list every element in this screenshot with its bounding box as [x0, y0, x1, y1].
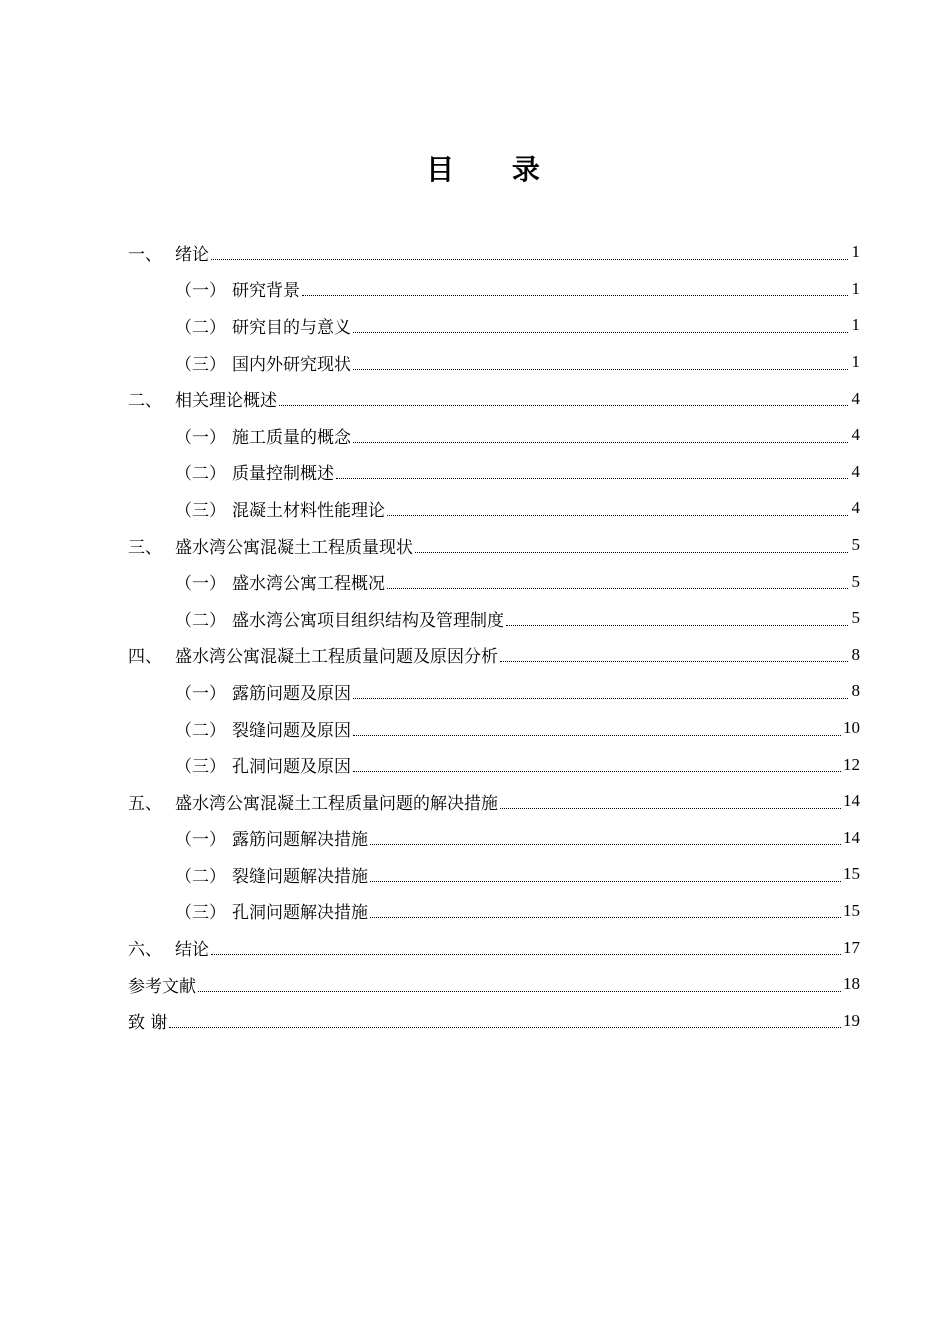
toc-entry-label: 国内外研究现状: [232, 354, 351, 375]
toc-entry-label: 参考文献: [128, 976, 196, 997]
dot-leader: [353, 332, 848, 333]
toc-entry-number: （一）: [175, 281, 226, 302]
toc-entry-page-number: 14: [843, 791, 860, 811]
toc-entry-label: 盛水湾公寓工程概况: [232, 574, 385, 595]
toc-entry[interactable]: [128, 600, 860, 637]
toc-entry-label: 相关理论概述: [175, 391, 277, 412]
toc-entry-page-number: 19: [843, 1010, 860, 1030]
toc-entry-page-number: 1: [851, 352, 860, 372]
toc-entry[interactable]: [128, 673, 860, 710]
toc-entry[interactable]: [128, 820, 860, 857]
toc-entry[interactable]: [128, 746, 860, 783]
toc-entry-page-number: 1: [851, 242, 860, 262]
toc-entry-label: 研究背景: [232, 281, 300, 302]
dot-leader: [415, 552, 848, 553]
toc-entry[interactable]: [128, 856, 860, 893]
toc-entry[interactable]: [128, 454, 860, 491]
dot-leader: [370, 881, 841, 882]
toc-entry[interactable]: [128, 783, 860, 820]
toc-entry-label: 研究目的与意义: [232, 317, 351, 338]
toc-entry-number: 三、: [128, 537, 162, 558]
toc-entry-label: 盛水湾公寓混凝土工程质量现状: [175, 537, 413, 558]
toc-entry-label: 绪论: [175, 244, 209, 265]
toc-entry-number: （三）: [175, 354, 226, 375]
toc-entry-number: 五、: [128, 793, 162, 814]
toc-entry-label: 孔洞问题及原因: [232, 757, 351, 778]
toc-entry[interactable]: [128, 710, 860, 747]
toc-entry-label: 混凝土材料性能理论: [232, 500, 385, 521]
toc-entry-page-number: 17: [843, 937, 860, 957]
toc-entry-number: （二）: [175, 720, 226, 741]
dot-leader: [370, 917, 841, 918]
toc-entry-page-number: 15: [843, 900, 860, 920]
toc-entry-number: （一）: [175, 830, 226, 851]
toc-entry-page-number: 4: [851, 388, 860, 408]
toc-entry-page-number: 5: [851, 571, 860, 591]
toc-entry-page-number: 5: [851, 608, 860, 628]
toc-entry-number: （三）: [175, 903, 226, 924]
toc-entry[interactable]: [128, 563, 860, 600]
toc-entry[interactable]: [128, 1002, 860, 1039]
dot-leader: [353, 442, 848, 443]
toc-entry-page-number: 5: [851, 535, 860, 555]
toc-entry-label: 质量控制概述: [232, 464, 334, 485]
toc-entry-label: 施工质量的概念: [232, 427, 351, 448]
toc-entry-label: 盛水湾公寓项目组织结构及管理制度: [232, 610, 504, 631]
dot-leader: [211, 259, 848, 260]
dot-leader: [279, 405, 848, 406]
toc-entry-label: 盛水湾公寓混凝土工程质量问题的解决措施: [175, 793, 498, 814]
toc-entry[interactable]: [128, 929, 860, 966]
toc-entry[interactable]: [128, 527, 860, 564]
dot-leader: [387, 515, 848, 516]
toc-entry-number: 四、: [128, 647, 162, 668]
toc-entry-label: 裂缝问题解决措施: [232, 866, 368, 887]
toc-entry-page-number: 10: [843, 718, 860, 738]
dot-leader: [500, 808, 841, 809]
dot-leader: [336, 478, 848, 479]
toc-entry[interactable]: [128, 637, 860, 674]
dot-leader: [211, 954, 841, 955]
dot-leader: [353, 369, 848, 370]
toc-entry-page-number: 15: [843, 864, 860, 884]
toc-entry-number: （二）: [175, 866, 226, 887]
table-of-contents: [128, 234, 860, 1039]
toc-entry-page-number: 18: [843, 974, 860, 994]
toc-entry[interactable]: [128, 271, 860, 308]
toc-entry-number: （三）: [175, 500, 226, 521]
dot-leader: [506, 625, 848, 626]
toc-entry-page-number: 8: [851, 681, 860, 701]
toc-entry-number: 六、: [128, 940, 162, 961]
dot-leader: [302, 295, 848, 296]
toc-entry-label: 孔洞问题解决措施: [232, 903, 368, 924]
toc-entry[interactable]: [128, 417, 860, 454]
toc-entry[interactable]: [128, 490, 860, 527]
toc-entry-number: （二）: [175, 610, 226, 631]
toc-entry-number: （一）: [175, 574, 226, 595]
toc-entry-number: （二）: [175, 317, 226, 338]
toc-entry-number: （二）: [175, 464, 226, 485]
toc-title: 目 录: [426, 153, 564, 186]
toc-entry-label: 致 谢: [128, 1013, 168, 1034]
toc-entry-page-number: 12: [843, 754, 860, 774]
toc-entry-page-number: 4: [851, 425, 860, 445]
dot-leader: [198, 991, 841, 992]
toc-entry-label: 露筋问题解决措施: [232, 830, 368, 851]
toc-entry[interactable]: [128, 893, 860, 930]
dot-leader: [353, 771, 841, 772]
toc-entry-page-number: 1: [851, 278, 860, 298]
toc-entry-page-number: 8: [851, 644, 860, 664]
toc-entry-number: （三）: [175, 757, 226, 778]
toc-entry[interactable]: [128, 344, 860, 381]
toc-entry-page-number: 4: [851, 461, 860, 481]
toc-entry-number: 二、: [128, 391, 162, 412]
toc-entry-number: 一、: [128, 244, 162, 265]
toc-entry[interactable]: [128, 307, 860, 344]
toc-entry[interactable]: [128, 966, 860, 1003]
toc-entry-label: 结论: [175, 940, 209, 961]
toc-entry-label: 裂缝问题及原因: [232, 720, 351, 741]
dot-leader: [169, 1027, 841, 1028]
dot-leader: [387, 588, 848, 589]
dot-leader: [353, 698, 848, 699]
toc-entry-page-number: 14: [843, 827, 860, 847]
dot-leader: [353, 735, 841, 736]
toc-entry-number: （一）: [175, 683, 226, 704]
toc-entry-label: 露筋问题及原因: [232, 683, 351, 704]
toc-entry[interactable]: [128, 234, 860, 271]
dot-leader: [500, 661, 848, 662]
dot-leader: [370, 844, 841, 845]
toc-entry-page-number: 1: [851, 315, 860, 335]
toc-entry-page-number: 4: [851, 498, 860, 518]
toc-entry[interactable]: [128, 380, 860, 417]
toc-entry-label: 盛水湾公寓混凝土工程质量问题及原因分析: [175, 647, 498, 668]
toc-entry-number: （一）: [175, 427, 226, 448]
